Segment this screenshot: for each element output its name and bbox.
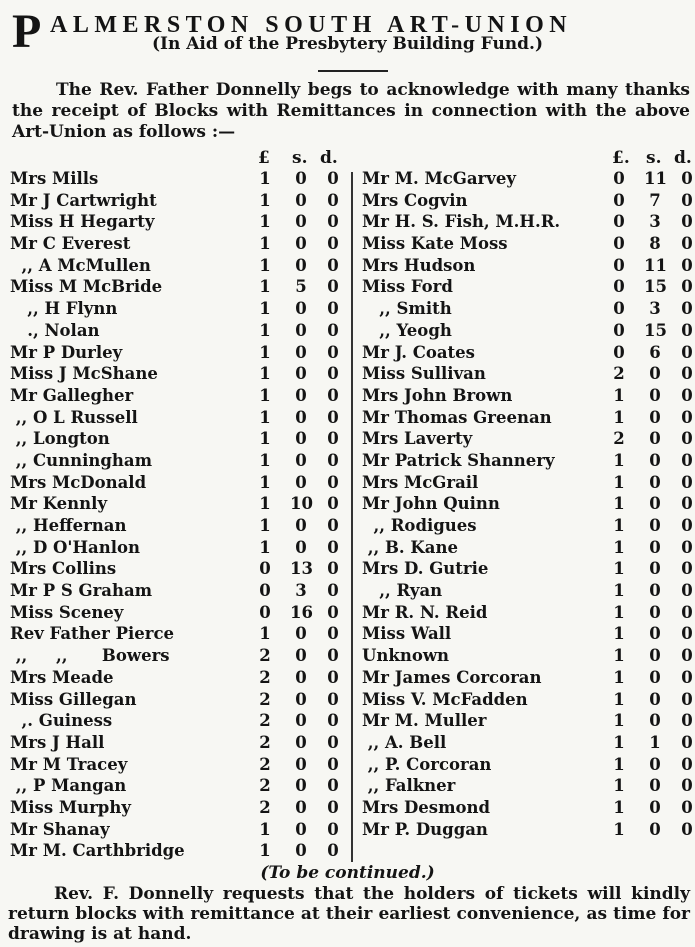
subscriber-name: Mr J Cartwright [10,190,157,210]
subscriber-name: ,. Guiness [10,711,113,731]
pounds-value: 1 [613,494,625,514]
subscriber-name: Mrs J Hall [10,732,105,752]
subscriber-name: Mr Gallegher [10,385,134,405]
pounds-value: 1 [613,732,625,752]
shillings-value: 0 [649,689,661,709]
pounds-value: 1 [259,537,271,557]
pence-value: 0 [327,711,339,731]
shillings-value: 0 [649,754,661,774]
pounds-value: 0 [613,320,625,340]
pounds-value: 1 [613,797,625,817]
pounds-value: 1 [613,776,625,796]
pence-value: 0 [327,190,339,210]
intro-text: The Rev. Father Donnelly begs to acknowledge with many thanks the receipt of Blocks with Remittances in connection with the above Art-Union as follows :— [12,80,690,142]
subscriber-name: ., Nolan [10,320,100,340]
subscriber-name: Mr Shanay [10,819,110,839]
pounds-value: 2 [259,711,271,731]
subscriber-name: Rev Father Pierce [10,624,175,644]
pounds-value: 1 [259,472,271,492]
pounds-value: 0 [613,169,625,188]
pence-value: 0 [327,581,339,601]
shillings-value: 0 [649,494,661,514]
pounds-value: 1 [613,667,625,687]
subscriber-name: Miss M McBride [10,277,163,297]
shillings-value: 8 [649,234,661,254]
subscriber-name: Mrs Laverty [362,429,473,449]
pence-value: 0 [327,776,339,796]
subscriber-name: Mrs McGrail [362,472,479,492]
shillings-value: 0 [295,234,307,254]
shillings-value: 0 [649,429,661,449]
pence-value: 0 [681,667,693,687]
pounds-value: 1 [259,385,271,405]
pounds-value: 1 [259,277,271,297]
pence-value: 0 [681,212,693,232]
shillings-value: 0 [295,711,307,731]
pence-value: 0 [327,450,339,470]
pounds-value: 1 [259,819,271,839]
pence-header: d. [320,148,338,168]
pence-value: 0 [327,537,339,557]
shillings-value: 0 [649,776,661,796]
pence-value: 0 [681,494,693,514]
pounds-value: 1 [613,537,625,557]
pounds-value: 1 [613,450,625,470]
pence-value: 0 [327,277,339,297]
subscriber-name: Mr M. Muller [362,711,487,731]
pence-value: 0 [681,754,693,774]
subscriber-name: Mr M. Carthbridge [10,841,185,861]
subscriber-name: Mrs John Brown [362,385,513,405]
pounds-header: £ [258,148,270,168]
shillings-value: 0 [295,819,307,839]
title-initial: P [12,5,42,58]
shillings-value: 0 [649,450,661,470]
shillings-value: 3 [649,212,661,232]
subscriber-name: ,, Heffernan [10,516,127,535]
pence-value: 0 [681,624,693,644]
subscriber-name: Mr Kennly [10,494,108,514]
shillings-value: 11 [644,255,667,275]
subscriber-name: Miss J McShane [10,364,158,384]
subscriber-name: Mrs Desmond [362,797,491,817]
pounds-value: 1 [613,385,625,405]
pence-value: 0 [681,732,693,752]
subscriber-name: Mrs Cogvin [362,190,468,210]
pounds-value: 1 [613,581,625,601]
shillings-value: 3 [295,581,307,601]
subscriber-name: ,, Ryan [362,581,443,601]
shillings-value: 15 [644,277,667,297]
pence-value: 0 [327,385,339,405]
shillings-header-right: s. [646,148,662,168]
subscriber-name: Miss Murphy [10,797,131,817]
pence-value: 0 [681,776,693,796]
article-subtitle: (In Aid of the Presbytery Building Fund.) [151,34,544,54]
shillings-value: 11 [644,169,667,188]
shillings-value: 0 [649,364,661,384]
subscriber-name: Mr P. Duggan [362,819,488,839]
shillings-value: 0 [649,385,661,405]
pence-value: 0 [681,320,693,340]
shillings-value: 16 [290,602,313,622]
subscriber-name: Mr James Corcoran [362,667,542,687]
pence-value: 0 [327,407,339,427]
subscriber-name: Mr P Durley [10,342,123,362]
pounds-value: 1 [613,711,625,731]
pence-value: 0 [327,255,339,275]
subscriber-name: Mr M. McGarvey [362,169,516,188]
shillings-value: 7 [649,190,661,210]
pence-value: 0 [681,711,693,731]
shillings-value: 0 [649,516,661,535]
shillings-value: 0 [295,407,307,427]
intro-paragraph [12,80,690,143]
pounds-value: 1 [613,516,625,535]
shillings-value: 0 [295,841,307,861]
shillings-value: 0 [295,450,307,470]
pence-header-right: d. [674,148,692,168]
subscriber-name: Mr C Everest [10,234,131,254]
shillings-value: 0 [295,169,307,188]
pounds-value: 2 [613,429,625,449]
pounds-value: 1 [613,602,625,622]
shillings-value: 15 [644,320,667,340]
subscriber-name: ,, A. Bell [362,732,447,752]
shillings-value: 0 [295,385,307,405]
subscriber-name: ,, Rodigues [362,516,477,535]
pence-value: 0 [681,516,693,535]
shillings-value: 0 [295,190,307,210]
shillings-value: 0 [295,429,307,449]
pence-value: 0 [681,450,693,470]
pence-value: 0 [327,689,339,709]
pence-value: 0 [327,819,339,839]
pounds-value: 1 [613,819,625,839]
pounds-value: 1 [259,494,271,514]
shillings-value: 0 [649,537,661,557]
shillings-value: 0 [295,732,307,752]
pounds-value: 1 [613,472,625,492]
shillings-value: 10 [290,494,313,514]
pence-value: 0 [681,299,693,319]
pounds-value: 1 [259,212,271,232]
shillings-value: 5 [295,277,307,297]
pounds-value: 1 [259,320,271,340]
pounds-value: 1 [259,342,271,362]
column-divider [351,172,353,862]
shillings-header: s. [292,148,308,168]
pence-value: 0 [327,299,339,319]
subscriber-name: ,, Smith [362,299,452,319]
pence-value: 0 [681,407,693,427]
shillings-value: 0 [649,646,661,666]
pounds-value: 1 [613,624,625,644]
subscriber-name: Miss Kate Moss [362,234,508,254]
pence-value: 0 [681,342,693,362]
subscriber-name: ,, H Flynn [10,299,118,319]
shillings-value: 0 [649,819,661,839]
pounds-value: 0 [613,277,625,297]
shillings-value: 0 [295,537,307,557]
pounds-value: 1 [259,407,271,427]
shillings-value: 0 [649,602,661,622]
subscriber-name: Miss Ford [362,277,453,297]
pounds-value: 1 [259,516,271,535]
pence-value: 0 [681,797,693,817]
subscriber-name: Mr Patrick Shannery [362,450,555,470]
shillings-value: 3 [649,299,661,319]
subscriber-name: Mr R. N. Reid [362,602,488,622]
shillings-value: 6 [649,342,661,362]
pence-value: 0 [327,429,339,449]
shillings-value: 0 [295,212,307,232]
shillings-value: 1 [649,732,661,752]
subscriber-name: ,, P. Corcoran [362,754,492,774]
subscriber-name: ,, A McMullen [10,255,151,275]
shillings-value: 0 [295,472,307,492]
subscriber-name: Miss Gillegan [10,689,137,709]
pence-value: 0 [681,429,693,449]
subscriber-name: Mrs Meade [10,667,114,687]
pence-value: 0 [681,559,693,579]
subscriber-name: Mr J. Coates [362,342,475,362]
pence-value: 0 [327,169,339,188]
shillings-value: 0 [295,342,307,362]
pence-value: 0 [327,602,339,622]
shillings-value: 0 [295,776,307,796]
pence-value: 0 [327,646,339,666]
pence-value: 0 [327,841,339,861]
subscriber-name: Mrs Collins [10,559,117,579]
pence-value: 0 [681,190,693,210]
pounds-value: 1 [613,646,625,666]
shillings-value: 0 [295,689,307,709]
title-rule [318,70,388,72]
shillings-value: 0 [649,581,661,601]
pounds-value: 2 [259,732,271,752]
subscriber-name: Miss Wall [362,624,452,644]
pence-value: 0 [327,472,339,492]
pounds-value: 1 [259,450,271,470]
pence-value: 0 [681,277,693,297]
pounds-value: 0 [613,342,625,362]
shillings-value: 0 [649,472,661,492]
pence-value: 0 [327,667,339,687]
pence-value: 0 [681,472,693,492]
pence-value: 0 [327,516,339,535]
subscriber-name: ,, P Mangan [10,776,127,796]
subscriber-name: ,, D O'Hanlon [10,537,141,557]
subscriber-name: Mrs D. Gutrie [362,559,489,579]
subscriber-name: ,, O L Russell [10,407,138,427]
subscriber-name: Mr Thomas Greenan [362,407,552,427]
subscriber-name: ,, Cunningham [10,450,153,470]
pounds-value: 0 [613,234,625,254]
shillings-value: 0 [295,624,307,644]
subscriber-name: ,, Longton [10,429,110,449]
subscriber-name: Mrs Hudson [362,255,476,275]
subscriber-name: Miss H Hegarty [10,212,155,232]
subscriber-name: Miss V. McFadden [362,689,528,709]
pounds-value: 1 [259,299,271,319]
subscriber-name: Miss Sullivan [362,364,486,384]
pence-value: 0 [681,234,693,254]
pounds-value: 2 [259,667,271,687]
subscriber-name: Mr P S Graham [10,581,153,601]
subscriber-name: Miss Sceney [10,602,124,622]
shillings-value: 0 [295,320,307,340]
pence-value: 0 [681,255,693,275]
pounds-value: 2 [259,689,271,709]
continued-note: (To be continued.) [260,863,435,883]
pounds-value: 1 [613,407,625,427]
pence-value: 0 [681,364,693,384]
shillings-value: 0 [295,754,307,774]
pence-value: 0 [327,732,339,752]
pence-value: 0 [681,689,693,709]
left-column-header [10,148,350,168]
pounds-value: 2 [259,754,271,774]
pounds-value: 0 [613,212,625,232]
pence-value: 0 [327,320,339,340]
shillings-value: 0 [295,797,307,817]
pence-value: 0 [681,537,693,557]
subscriber-name: Mrs Mills [10,169,99,188]
shillings-value: 0 [295,255,307,275]
pounds-value: 1 [259,841,271,861]
pounds-value: 1 [259,429,271,449]
footer-text: Rev. F. Donnelly requests that the holders of tickets will kindly return blocks with remittance at their earliest convenience, as time for drawing is at hand. [8,884,690,944]
pounds-value: 1 [259,255,271,275]
pounds-value: 0 [259,559,271,579]
pounds-value: 1 [259,234,271,254]
pounds-value: 1 [613,689,625,709]
pounds-value: 0 [613,190,625,210]
shillings-value: 0 [295,364,307,384]
pounds-value: 1 [259,190,271,210]
shillings-value: 0 [649,624,661,644]
shillings-value: 0 [295,299,307,319]
pence-value: 0 [327,234,339,254]
pounds-value: 2 [259,776,271,796]
subscriber-name: ,, B. Kane [362,537,458,557]
pence-value: 0 [681,581,693,601]
pence-value: 0 [327,797,339,817]
pence-value: 0 [327,624,339,644]
pounds-value: 2 [259,797,271,817]
pounds-value: 2 [613,364,625,384]
pence-value: 0 [681,169,693,188]
pounds-value: 1 [259,169,271,188]
pounds-value: 1 [613,559,625,579]
pounds-value: 2 [259,646,271,666]
pounds-value: 1 [613,754,625,774]
pounds-header-right: £. [612,148,630,168]
pounds-value: 0 [613,255,625,275]
pence-value: 0 [327,494,339,514]
shillings-value: 0 [295,667,307,687]
shillings-value: 0 [649,667,661,687]
right-column-header [362,148,692,168]
shillings-value: 0 [295,516,307,535]
pence-value: 0 [327,559,339,579]
shillings-value: 0 [649,711,661,731]
subscriber-name: ,, Yeogh [362,320,452,340]
pence-value: 0 [327,342,339,362]
pounds-value: 0 [259,602,271,622]
pounds-value: 1 [259,624,271,644]
pounds-value: 0 [259,581,271,601]
subscriber-name: Mr H. S. Fish, M.H.R. [362,212,561,232]
subscriber-name: ,, Falkner [362,776,456,796]
shillings-value: 0 [649,407,661,427]
shillings-value: 0 [649,559,661,579]
pence-value: 0 [327,754,339,774]
pounds-value: 1 [259,364,271,384]
shillings-value: 0 [649,797,661,817]
title-text: ALMERSTON SOUTH ART-UNION [50,12,573,38]
subscriber-name: Mr John Quinn [362,494,500,514]
subscriber-name: ,, ,, Bowers [10,646,170,666]
pounds-value: 0 [613,299,625,319]
pence-value: 0 [681,646,693,666]
footer-paragraph [8,884,690,944]
pence-value: 0 [327,364,339,384]
subscriber-name: Unknown [362,646,450,666]
subscriber-name: Mrs McDonald [10,472,147,492]
pence-value: 0 [681,385,693,405]
pence-value: 0 [327,212,339,232]
pence-value: 0 [681,602,693,622]
pence-value: 0 [681,819,693,839]
shillings-value: 13 [290,559,313,579]
shillings-value: 0 [295,646,307,666]
subscriber-name: Mr M Tracey [10,754,128,774]
